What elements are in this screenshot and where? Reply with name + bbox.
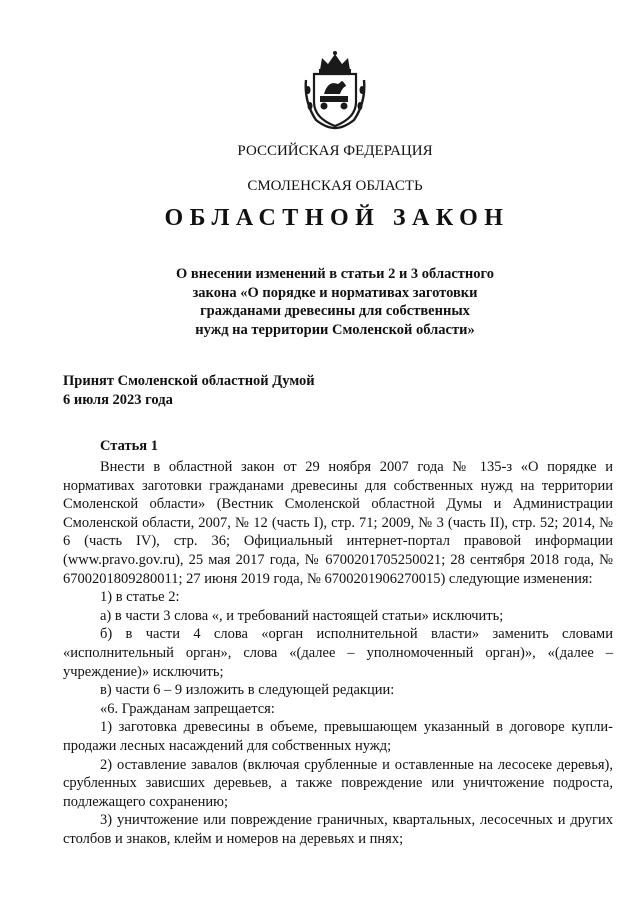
region-heading: СМОЛЕНСКАЯ ОБЛАСТЬ bbox=[247, 178, 423, 194]
article-paragraph: 3) уничтожение или повреждение граничных, квартальных, лесосечных и других столбов и знаков, клейм и номеров на деревьях и пнях; bbox=[63, 812, 613, 847]
article-paragraph: «6. Гражданам запрещается: bbox=[100, 700, 275, 717]
adoption-date: 6 июля 2023 года bbox=[63, 391, 173, 408]
article-heading: Статья 1 bbox=[100, 438, 158, 454]
article-paragraph: а) в части 3 слова «, и требований настоящей статьи» исключить; bbox=[100, 607, 504, 624]
article-paragraph: 2) оставление завалов (включая срубленные и оставленные на лесосеке деревья), срубленных зависших деревьев, а также повреждение или уничтожение подроста, подлежащего сохранению; bbox=[63, 756, 613, 810]
law-title-line: закона «О порядке и нормативах заготовки bbox=[192, 284, 478, 301]
article-body bbox=[63, 458, 613, 848]
article-paragraph: 1) в статье 2: bbox=[100, 589, 180, 606]
law-title bbox=[140, 265, 530, 339]
document-type-heading: ОБЛАСТНОЙ ЗАКОН bbox=[164, 205, 510, 231]
adoption-body: Принят Смоленской областной Думой bbox=[63, 373, 315, 389]
article-paragraph: 1) заготовка древесины в объеме, превышающем указанный в договоре купли-продажи лесных насаждений для собственных нужд; bbox=[63, 719, 613, 754]
article-paragraph: в) части 6 – 9 изложить в следующей редакции: bbox=[100, 682, 395, 699]
adoption-info bbox=[63, 372, 315, 409]
law-title-line: гражданами древесины для собственных bbox=[200, 303, 470, 319]
federation-heading: РОССИЙСКАЯ ФЕДЕРАЦИЯ bbox=[237, 143, 433, 159]
article-paragraph: Внести в областной закон от 29 ноября 2007 года № 135-з «О порядке и нормативах заготовки гражданами древесины для собственных нужд на территории Смоленской области» (Вестник Смоленской областной Думы и Администрации Смоленской области, 2007, № 12 (часть I), стр. 71; 2009, № 3 (часть II), стр. 52; 2014, № 6 (часть IV), стр. 36; Официальный интернет-портал правовой информации (www.pravo.gov.ru), 25 мая 2017 года, № 6700201705250021; 28 сентября 2018 года, № 6700201809280011; 27 июня 2019 года, № 6700201906270015) следующие изменения: bbox=[63, 459, 613, 587]
article-paragraph: б) в части 4 слова «орган исполнительной власти» заменить словами «исполнительный орган», слова «(далее – уполномоченный орган)», «(далее – учреждение)» исключить; bbox=[63, 626, 613, 680]
law-title-line: О внесении изменений в статьи 2 и 3 областного bbox=[176, 266, 494, 282]
smolensk-coat-of-arms-icon bbox=[302, 50, 368, 130]
law-title-line: нужд на территории Смоленской области» bbox=[195, 321, 475, 338]
